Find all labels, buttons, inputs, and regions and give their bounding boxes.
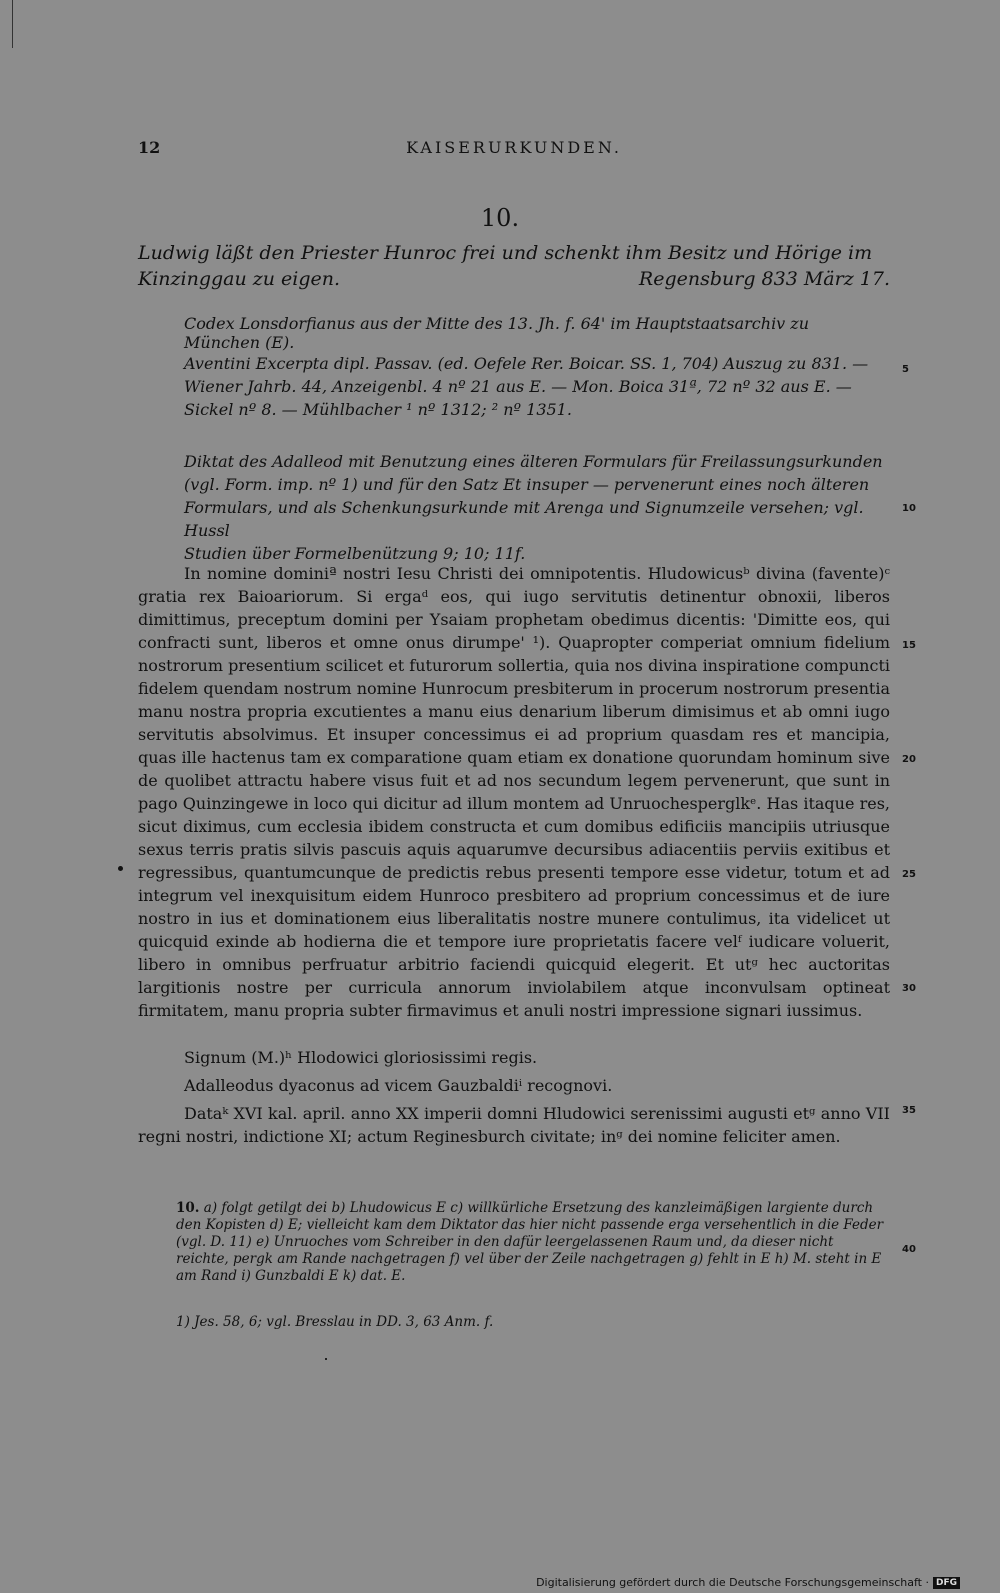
dfg-logo-icon: DFG	[933, 1577, 960, 1589]
footer	[536, 1576, 960, 1589]
editions-line: Sickel nº 8. — Mühlbacher ¹ nº 1312; ² nº 1351.	[184, 400, 572, 419]
regest-text: Ludwig läßt den Priester Hunroc frei und schenkt ihm Besitz und Hörige im Kinzinggau zu eigen.	[138, 242, 873, 290]
charter-text	[138, 562, 890, 1022]
document-number: 10.	[480, 204, 520, 232]
line-number: 15	[902, 640, 916, 651]
page-number: 12	[138, 138, 161, 157]
scan-speck	[325, 1358, 327, 1360]
line-number: 35	[902, 1105, 916, 1116]
commentary-line: Diktat des Adalleod mit Benutzung eines älteren Formulars für Freilassungsurkunden	[184, 452, 883, 471]
footnotes-text: a) folgt getilgt dei b) Lhudowicus E c) willkürliche Ersetzung des kanzleimäßigen largiente durch den Kopisten d) E; vielleicht kam dem Diktator das hier nicht passende erga versehentlich in die Feder (vgl. D. 11) e) Unruoches vom Schreiber in den dafür leergelassenen Raum und, da dieser nicht reichte, pergk am Rande nachgetragen f) vel über der Zeile nachgetragen g) fehlt in E h) M. steht in E am Rand i) Gunzbaldi E k) dat. E.	[176, 1200, 884, 1284]
regest-place-date: Regensburg 833 März 17.	[638, 268, 890, 290]
regest	[138, 240, 890, 292]
editions-line: Wiener Jahrb. 44, Anzeigenbl. 4 nº 21 aus E. — Mon. Boica 31ª, 72 nº 32 aus E. —	[184, 377, 852, 396]
manuscript-note: Codex Lonsdorfianus aus der Mitte des 13. Jh. f. 64' im Hauptstaatsarchiv zu München (E).	[184, 314, 810, 352]
dating-clause	[138, 1102, 890, 1148]
margin-dot	[118, 866, 123, 871]
footer-text: Digitalisierung gefördert durch die Deutsche Forschungsgemeinschaft ·	[536, 1576, 929, 1589]
footnotes	[176, 1200, 890, 1285]
dating-paragraph: Dataᵏ XVI kal. april. anno XX imperii domni Hludowici serenissimi augusti etᵍ anno VII regni nostri, indictione XI; actum Reginesburch civitate; inᵍ dei nomine feliciter amen.	[138, 1104, 890, 1146]
source-note: 1) Jes. 58, 6; vgl. Bresslau in DD. 3, 63 Anm. f.	[176, 1314, 494, 1330]
signum-line: Signum (M.)ʰ Hlodowici gloriosissimi regis.	[184, 1048, 538, 1067]
line-number: 10	[902, 503, 916, 514]
line-number: 20	[902, 754, 916, 765]
commentary-line: Studien über Formelbenützung 9; 10; 11f.	[184, 544, 526, 563]
line-number: 40	[902, 1244, 916, 1255]
charter-paragraph: In nomine dominiª nostri Iesu Christi dei omnipotentis. Hludowicusᵇ divina (favente)ᶜ gratia rex Baioariorum. Si ergaᵈ eos, qui iugo servitutis detinentur obnoxii, liberos dimittimus, preceptum domini per Ysaiam prophetam obedimus dicentis: 'Dimitte eos, qui confracti sunt, liberos et omne onus dirumpe' ¹). Quapropter comperiat omnium fidelium nostrorum presentium scilicet et futurorum sollertia, quia nos divina inspiratione compuncti fidelem quendam nostrum nomine Hunrocum presbiterum in procerum nostrorum presentia manu nostra propria excutientes a manu eius denarium liberum dimisimus et ab omni iugo servitutis absolvimus. Et insuper concessimus ei ad proprium quasdam res et mancipia, quas ille hactenus tam ex comparatione quam etiam ex donatione quorundam hominum sive de quolibet attractu habere visus fuit et ad nos secundum legem pervenerunt, que sunt in pago Quinzingewe in loco qui dicitur ad illum montem ad Unruochesperglkᵉ. Has itaque res, sicut diximus, cum ecclesia ibidem constructa et cum domibus edificiis mancipiis utriusque sexus terris pratis silvis pascuis aquis aquarumve decursibus adiacentiis perviis exitibus et regressibus, quantumcunque de predictis rebus presenti tempore esse videtur, totum et ad integrum vel inexquisitum eidem Hunroco presbitero ad proprium concessimus et de iure nostro in ius et dominationem eius liberalitatis nostre munere contulimus, ita videlicet ut quicquid exinde ab hodierna die et tempore iure proprietatis facere velᶠ iudicare voluerit, libero in omnibus perfruatur arbitrio faciendi quicquid elegerit. Et utᵍ hec auctoritas largitionis nostre per curricula annorum inviolabilem atque inconvulsam optineat firmitatem, manu propria subter firmavimus et anuli nostri impressione signari iussimus.	[138, 564, 890, 1020]
page-header	[138, 138, 890, 160]
line-number: 30	[902, 983, 916, 994]
running-title: KAISERURKUNDEN.	[406, 138, 622, 157]
scan-edge-line	[12, 0, 13, 48]
line-number: 5	[902, 364, 909, 375]
line-number: 25	[902, 869, 916, 880]
editions-line: Aventini Excerpta dipl. Passav. (ed. Oefele Rer. Boicar. SS. 1, 704) Auszug zu 831. —	[184, 354, 869, 373]
commentary-line: (vgl. Form. imp. nº 1) und für den Satz Et insuper — pervenerunt eines noch älteren	[184, 475, 870, 494]
footnote-number: 10.	[176, 1200, 200, 1216]
recognition-line: Adalleodus dyaconus ad vicem Gauzbaldiⁱ recognovi.	[184, 1076, 613, 1095]
commentary-block	[184, 450, 890, 565]
editions-block	[184, 352, 890, 421]
commentary-line: Formulars, und als Schenkungsurkunde mit Arenga und Signumzeile versehen; vgl. Hussl	[184, 498, 864, 540]
